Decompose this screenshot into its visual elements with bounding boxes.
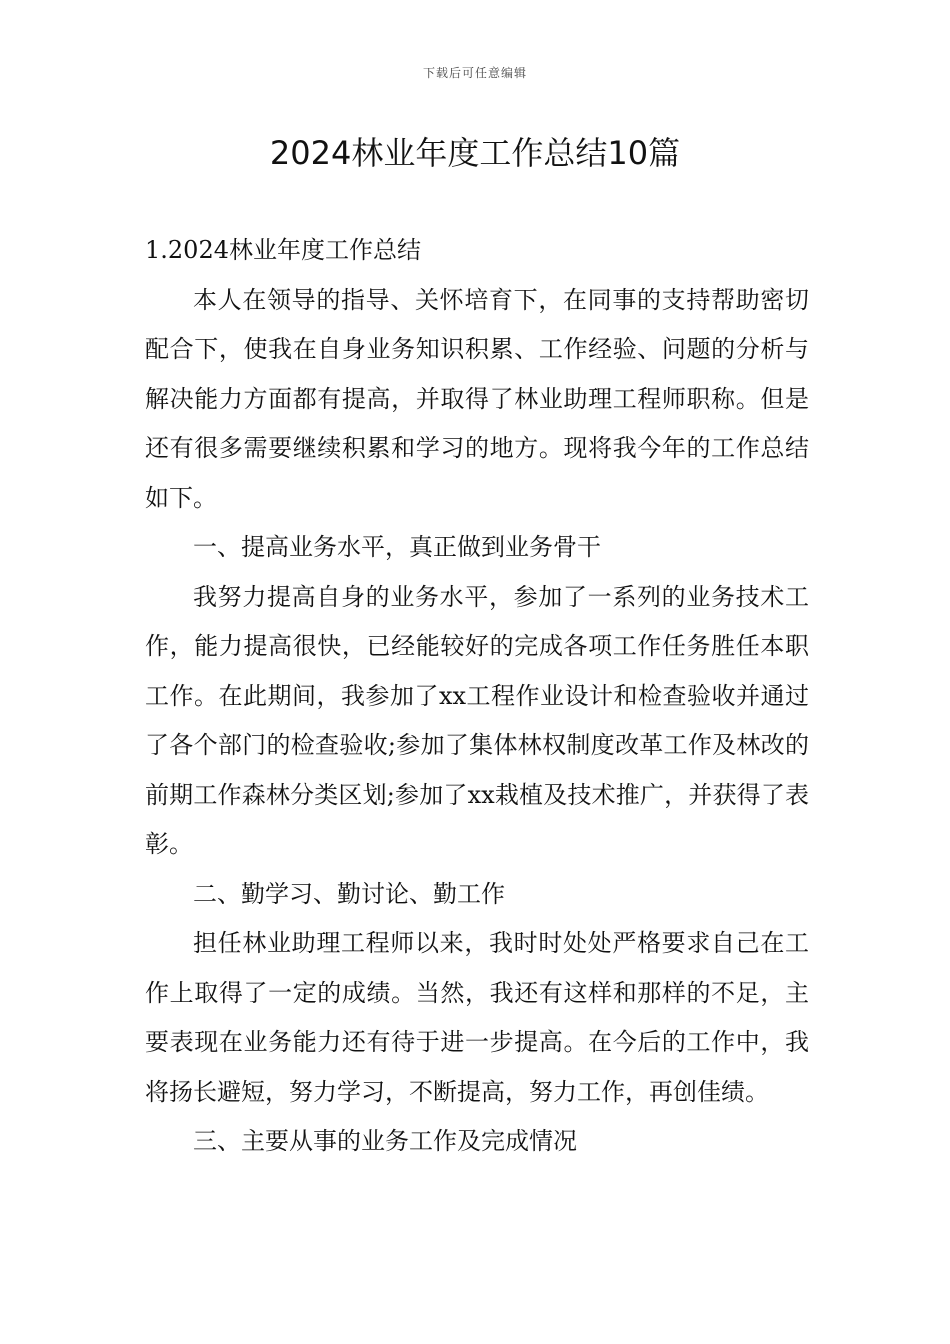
- subheading-1: 一、提高业务水平，真正做到业务骨干: [193, 533, 601, 561]
- paragraph-intro: 本人在领导的指导、关怀培育下，在同事的支持帮助密切配合下，使我在自身业务知识积累、工作经验、问题的分析与解决能力方面都有提高，并取得了林业助理工程师职称。但是还有很多需要继续积累和学习的地方。现将我今年的工作总结如下。: [145, 285, 809, 512]
- header-note: 下载后可任意编辑: [422, 66, 527, 80]
- paragraph-2: 担任林业助理工程师以来，我时时处处严格要求自己在工作上取得了一定的成绩。当然，我还有这样和那样的不足，主要表现在业务能力还有待于进一步提高。在今后的工作中，我将扬长避短，努力学习，不断提高，努力工作，再创佳绩。: [145, 929, 809, 1106]
- subheading-3: 三、主要从事的业务工作及完成情况: [193, 1127, 577, 1155]
- subheading-2: 二、勤学习、勤讨论、勤工作: [193, 879, 505, 908]
- section-title: 1.2024林业年度工作总结: [145, 236, 421, 264]
- document-body: [145, 226, 809, 1167]
- document-title: 2024林业年度工作总结10篇: [269, 134, 681, 172]
- paragraph-1: 我努力提高自身的业务水平，参加了一系列的业务技术工作，能力提高很快，已经能较好的完成各项工作任务胜任本职工作。在此期间，我参加了xx工程作业设计和检查验收并通过了各个部门的检查验收;参加了集体林权制度改革工作及林改的前期工作森林分类区划;参加了xx栽植及技术推广，并获得了表彰。: [145, 582, 809, 858]
